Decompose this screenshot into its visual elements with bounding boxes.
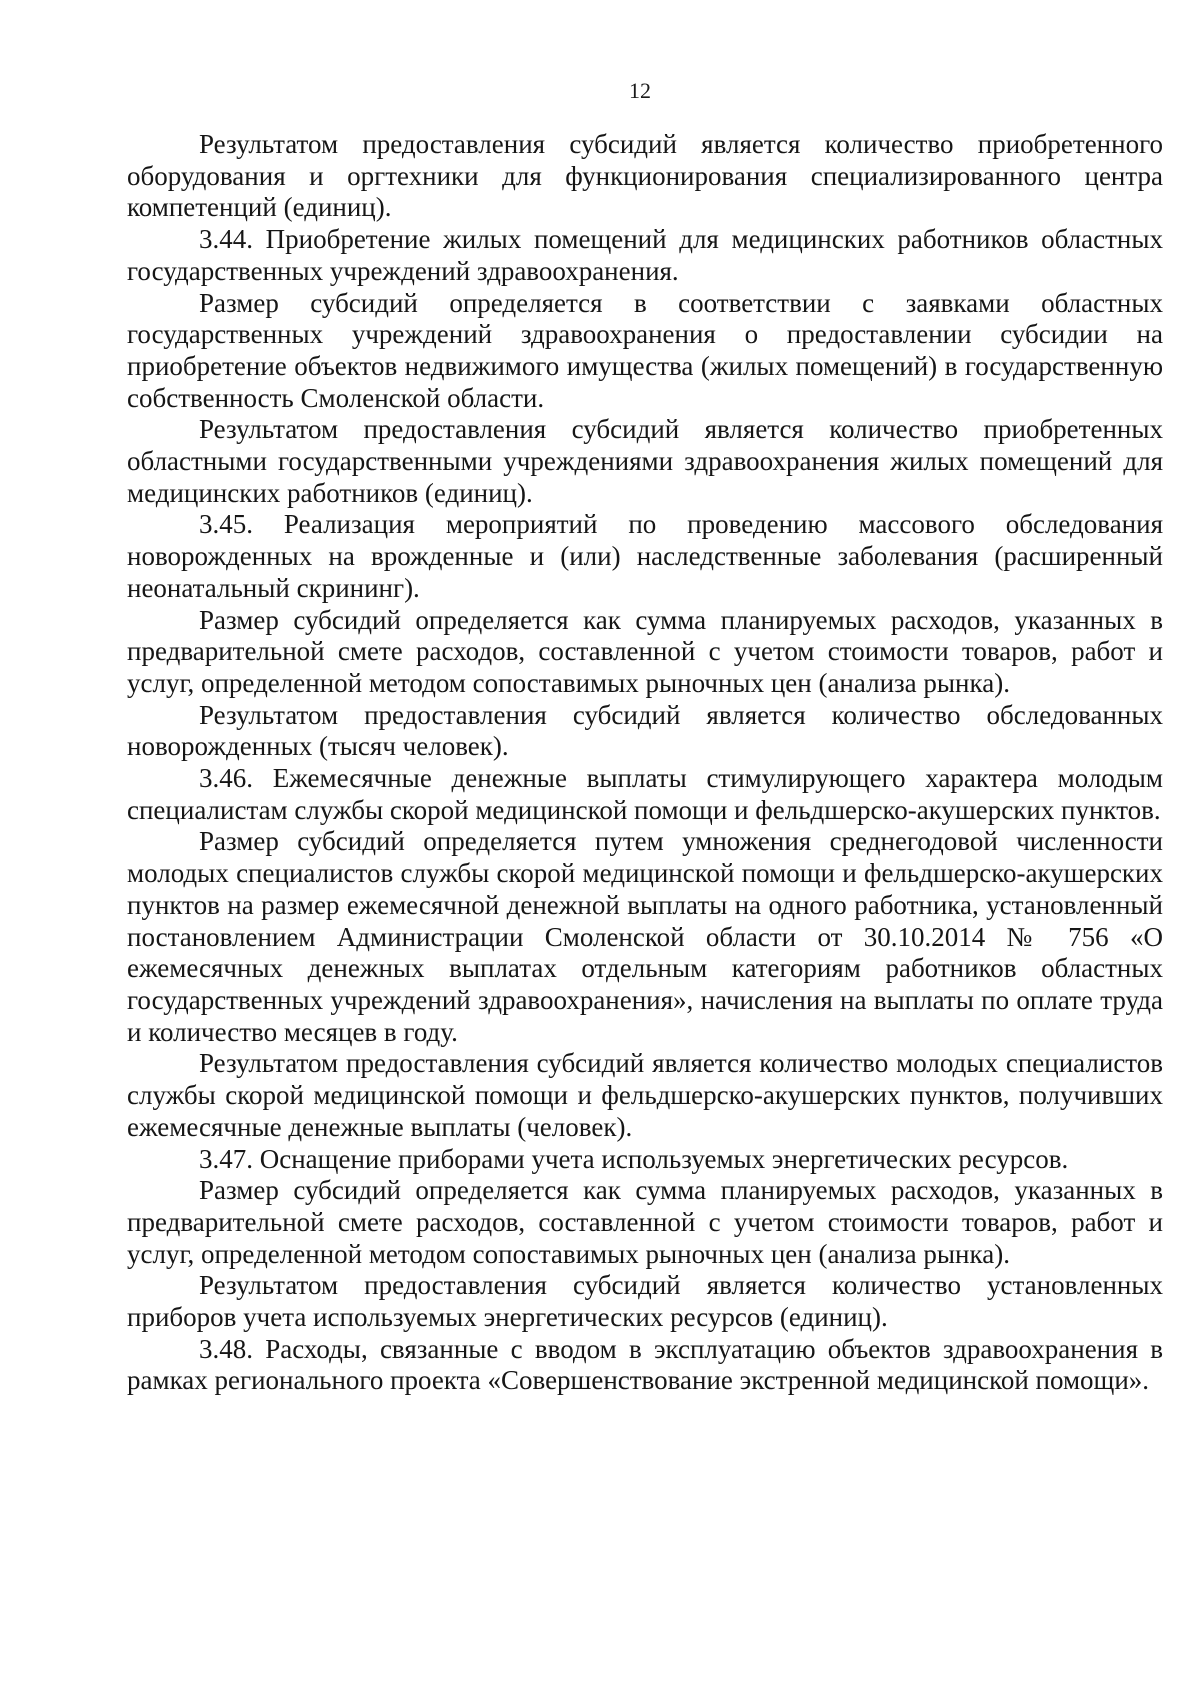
paragraph: Результатом предоставления субсидий является количество установленных приборов учета используемых энергетических ресурсов (единиц).	[127, 1270, 1163, 1333]
document-body	[127, 129, 1163, 1397]
paragraph: Размер субсидий определяется как сумма планируемых расходов, указанных в предварительной смете расходов, составленной с учетом стоимости товаров, работ и услуг, определенной методом сопоставимых рыночных цен (анализа рынка).	[127, 604, 1163, 698]
paragraph: Размер субсидий определяется путем умножения среднегодовой численности молодых специалистов службы скорой медицинской помощи и фельдшерско-акушерских пунктов на размер ежемесячной денежной выплаты на одного работника, установленный постановлением Администрации Смоленской области от 30.10.2014 № 756 «О ежемесячных денежных выплатах отдельным категориям работников областных государственных учреждений здравоохранения», начисления на выплаты по оплате труда и количество месяцев в году.	[127, 826, 1163, 1047]
paragraph: Результатом предоставления субсидий является количество обследованных новорожденных (тысяч человек).	[127, 699, 1163, 762]
paragraph: Размер субсидий определяется как сумма планируемых расходов, указанных в предварительной смете расходов, составленной с учетом стоимости товаров, работ и услуг, определенной методом сопоставимых рыночных цен (анализа рынка).	[127, 1175, 1163, 1269]
paragraph-3-45-heading: 3.45. Реализация мероприятий по проведению массового обследования новорожденных на врожденные и (или) наследственные заболевания (расширенный неонатальный скрининг).	[127, 509, 1163, 603]
page-number: 12	[629, 78, 651, 103]
paragraph-3-46-heading: 3.46. Ежемесячные денежные выплаты стимулирующего характера молодым специалистам службы скорой медицинской помощи и фельдшерско-акушерских пунктов.	[127, 763, 1163, 825]
paragraph-3-44-heading: 3.44. Приобретение жилых помещений для медицинских работников областных государственных учреждений здравоохранения.	[127, 224, 1163, 286]
paragraph: Размер субсидий определяется в соответствии с заявками областных государственных учреждений здравоохранения о предоставлении субсидии на приобретение объектов недвижимого имущества (жилых помещений) в государственную собственность Смоленской области.	[127, 287, 1163, 413]
paragraph-3-48-heading: 3.48. Расходы, связанные с вводом в эксплуатацию объектов здравоохранения в рамках регионального проекта «Совершенствование экстренной медицинской помощи».	[127, 1333, 1163, 1396]
paragraph: Результатом предоставления субсидий является количество приобретенного оборудования и оргтехники для функционирования специализированного центра компетенций (единиц).	[127, 129, 1163, 223]
paragraph: Результатом предоставления субсидий является количество молодых специалистов службы скорой медицинской помощи и фельдшерско-акушерских пунктов, получивших ежемесячные денежные выплаты (человек).	[127, 1048, 1163, 1142]
paragraph-3-47-heading: 3.47. Оснащение приборами учета используемых энергетических ресурсов.	[199, 1143, 1069, 1174]
paragraph: Результатом предоставления субсидий является количество приобретенных областными государственными учреждениями здравоохранения жилых помещений для медицинских работников (единиц).	[127, 414, 1163, 508]
